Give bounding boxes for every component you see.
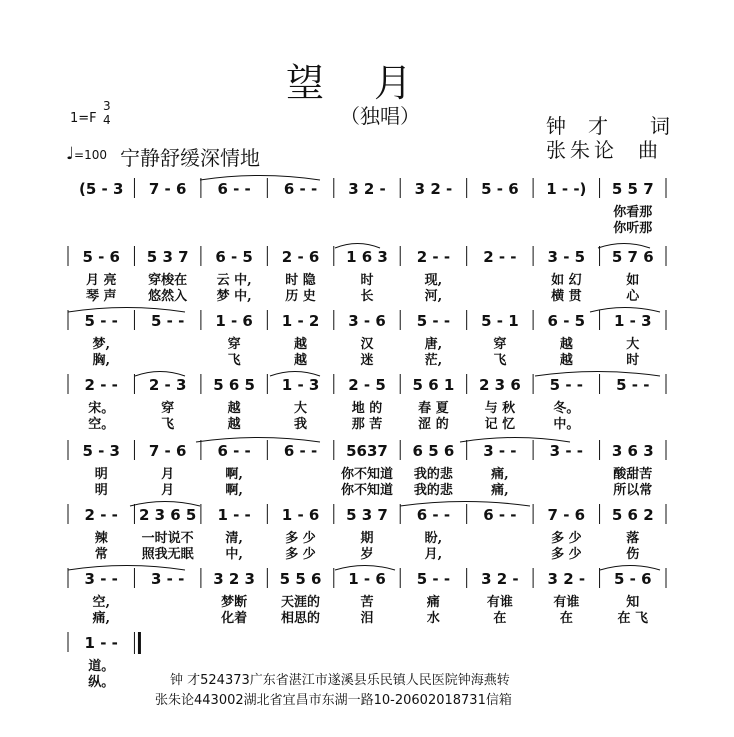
measure-notes: 5 5 7 xyxy=(611,180,654,198)
lyric-verse-1: 如 xyxy=(626,273,640,288)
lyric-verse-1: 越 xyxy=(559,337,573,352)
measure-notes: 6 - - xyxy=(283,442,318,460)
measure-notes: 2 - 6 xyxy=(281,248,320,266)
measure-notes: 7 - 6 xyxy=(148,442,187,460)
lyric-verse-1: 现, xyxy=(424,273,443,288)
measure-notes: 3 - - xyxy=(483,442,517,460)
measure-notes: 5637 xyxy=(346,442,388,460)
measure-notes: 5 - 6 xyxy=(481,180,519,198)
lyric-verse-2: 河, xyxy=(424,289,443,304)
meter-numerator: 3 xyxy=(103,99,111,113)
measure-notes: 3 - - xyxy=(84,570,118,588)
subtitle: （独唱） xyxy=(340,104,420,128)
lyric-verse-2: 所以常 xyxy=(613,483,653,498)
lyric-verse-1: 你不知道 xyxy=(340,467,394,482)
meter-denominator: 4 xyxy=(103,113,111,127)
lyric-verse-2: 多 少 xyxy=(285,547,316,562)
measure-notes: 2 - 5 xyxy=(348,376,386,394)
lyric-verse-1: 越 xyxy=(294,337,308,352)
measure-notes: 5 3 7 xyxy=(146,248,189,266)
lyric-verse-2: 纵。 xyxy=(88,675,115,690)
measure-notes: 2 - 3 xyxy=(148,376,187,394)
lyric-verse-2: 长 xyxy=(360,289,374,304)
lyric-verse-2: 飞 xyxy=(161,417,175,432)
measure-notes: 1 - 6 xyxy=(281,506,320,524)
quarter-note-icon: ♩ xyxy=(66,144,75,164)
lyric-verse-1: 梦断 xyxy=(221,595,248,610)
lyric-verse-1: 多 少 xyxy=(551,531,582,546)
measure-notes: 6 - - xyxy=(483,506,517,524)
composer-name: 张朱论 xyxy=(546,138,618,162)
lyric-verse-2: 痛, xyxy=(491,483,509,498)
lyric-verse-2: 在 xyxy=(493,611,507,626)
lyric-verse-2: 岁 xyxy=(360,547,374,562)
measure-notes: 5 - 6 xyxy=(614,570,652,588)
footer-address-1: 钟 才524373广东省湛江市遂溪县乐民镇人民医院钟海燕转 xyxy=(170,673,510,688)
lyric-verse-2: 化着 xyxy=(221,611,248,626)
lyric-verse-1: 汉 xyxy=(360,337,374,352)
lyric-verse-1: 明 xyxy=(94,467,108,482)
measure-notes: 1 - - xyxy=(84,634,118,652)
lyric-verse-2: 照我无眠 xyxy=(141,547,194,562)
lyric-verse-1: 大 xyxy=(294,401,308,416)
lyric-verse-2: 琴 声 xyxy=(85,289,117,304)
lyric-verse-1: 辣 xyxy=(94,531,108,546)
measure-notes: 5 - - xyxy=(549,376,584,394)
lyric-verse-2: 时 xyxy=(626,353,640,368)
lyric-verse-2: 明 xyxy=(94,483,108,498)
lyric-verse-2: 伤 xyxy=(626,547,640,562)
lyric-verse-2: 啊, xyxy=(225,483,243,498)
lyric-verse-1: 道。 xyxy=(88,659,115,674)
measure-notes: 6 - - xyxy=(217,442,251,460)
lyric-verse-1: 酸甜苦 xyxy=(613,467,653,482)
lyric-verse-1: 痛 xyxy=(426,595,440,610)
lyric-verse-1: 与 秋 xyxy=(484,401,516,416)
lyric-verse-1: 有谁 xyxy=(486,595,513,610)
lyric-verse-2: 心 xyxy=(626,289,640,304)
measure-notes: 3 2 - xyxy=(481,570,519,588)
lyric-verse-2: 中, xyxy=(225,547,243,562)
measure-notes: 6 - 5 xyxy=(547,312,586,330)
lyric-verse-1: 月 xyxy=(161,467,175,482)
lyric-verse-1: 穿 xyxy=(493,337,507,352)
lyric-verse-2: 我的悲 xyxy=(413,483,453,498)
measure-notes: 5 - - xyxy=(416,570,451,588)
lyric-verse-1: 我的悲 xyxy=(413,467,453,482)
measure-notes: 1 - - xyxy=(217,506,251,524)
measure-notes: 5 - - xyxy=(150,312,185,330)
lyric-verse-1: 云 中, xyxy=(216,273,252,288)
lyric-verse-1: 痛, xyxy=(491,467,509,482)
lyric-verse-1: 月 亮 xyxy=(85,273,117,288)
lyric-verse-2: 迷 xyxy=(360,353,374,368)
measure-notes: 3 2 3 xyxy=(213,570,255,588)
measure-notes: 1 - 3 xyxy=(281,376,320,394)
lyric-verse-1: 啊, xyxy=(225,467,243,482)
measure-notes: 6 5 6 xyxy=(412,442,455,460)
measure-notes: 2 - - xyxy=(84,506,118,524)
lyric-verse-2: 茫, xyxy=(424,353,443,368)
measure-notes: 5 3 7 xyxy=(346,506,388,524)
measure-notes: 3 - - xyxy=(150,570,185,588)
lyric-verse-2: 飞 xyxy=(227,353,241,368)
lyric-verse-2: 相思的 xyxy=(281,611,321,626)
measure-notes: 6 - - xyxy=(217,180,251,198)
lyric-verse-2: 记 忆 xyxy=(484,417,516,432)
lyric-verse-2: 梦 中, xyxy=(216,289,252,304)
measure-notes: 5 6 1 xyxy=(412,376,455,394)
lyric-verse-2: 胸, xyxy=(92,353,110,368)
measure-notes: 5 5 6 xyxy=(279,570,322,588)
measure-notes: 3 2 - xyxy=(348,180,386,198)
measure-notes: 1 - -) xyxy=(546,180,587,198)
lyric-verse-2: 多 少 xyxy=(551,547,582,562)
footer-address-2: 张朱论443002湖北省宜昌市东湖一路10-20602018731信箱 xyxy=(155,693,512,708)
lyric-verse-2: 那 苦 xyxy=(351,417,383,432)
measure-notes: 5 - - xyxy=(616,376,650,394)
lyric-verse-1: 大 xyxy=(626,337,640,352)
measure-notes: 5 - - xyxy=(84,312,118,330)
lyric-verse-2: 横 贯 xyxy=(551,289,582,304)
lyric-verse-1: 春 夏 xyxy=(418,401,449,416)
lyric-verse-1: 清, xyxy=(225,531,243,546)
expression-marking: 宁静舒缓深情地 xyxy=(120,146,260,170)
measure-notes: 1 - 2 xyxy=(281,312,320,330)
lyric-verse-2: 你听那 xyxy=(613,221,653,236)
lyric-verse-1: 有谁 xyxy=(553,595,580,610)
lyric-verse-2: 历 史 xyxy=(285,289,316,304)
lyric-verse-2: 越 xyxy=(227,417,241,432)
lyric-verse-1: 如 幻 xyxy=(551,273,582,288)
lyric-verse-1: 穿梭在 xyxy=(148,273,188,288)
lyric-verse-2: 越 xyxy=(294,353,308,368)
lyric-verse-1: 你看那 xyxy=(613,205,653,220)
measure-notes: 1 - 6 xyxy=(348,570,386,588)
measure-notes: 5 - 6 xyxy=(82,248,120,266)
lyric-verse-2: 涩 的 xyxy=(418,417,449,432)
measure-notes: 3 - 6 xyxy=(348,312,386,330)
lyric-verse-2: 水 xyxy=(426,611,440,626)
lyric-verse-1: 冬。 xyxy=(553,401,580,416)
composer-role: 曲 xyxy=(638,138,662,162)
tempo-value: =100 xyxy=(74,148,107,162)
measure-notes: 2 - - xyxy=(84,376,118,394)
measure-notes: 6 - - xyxy=(283,180,318,198)
lyric-verse-2: 空。 xyxy=(88,417,115,432)
measure-notes: 5 - 3 xyxy=(82,442,120,460)
lyricist-role: 词 xyxy=(650,114,692,138)
lyricist-name: 钟才 xyxy=(546,114,630,138)
lyric-verse-2: 泪 xyxy=(360,611,374,626)
lyric-verse-1: 一时说不 xyxy=(141,531,194,546)
lyric-verse-1: 期 xyxy=(360,531,374,546)
lyric-verse-2: 我 xyxy=(294,417,308,432)
measure-notes: 6 - 5 xyxy=(215,248,253,266)
lyric-verse-1: 宋。 xyxy=(88,401,115,416)
measure-notes: 7 - 6 xyxy=(148,180,187,198)
lyric-verse-1: 多 少 xyxy=(285,531,316,546)
measure-notes: 3 6 3 xyxy=(611,442,654,460)
measure-notes: 5 6 5 xyxy=(213,376,255,394)
measure-notes: 7 - 6 xyxy=(547,506,586,524)
lyric-verse-1: 穿 xyxy=(227,337,241,352)
lyric-verse-1: 苦 xyxy=(360,595,374,610)
lyric-verse-2: 在 xyxy=(559,611,573,626)
lyric-verse-2: 飞 xyxy=(493,353,507,368)
measure-notes: 5 - 1 xyxy=(481,312,519,330)
measure-notes: 2 3 6 xyxy=(479,376,521,394)
measure-notes: 1 - 3 xyxy=(614,312,652,330)
measure-notes: 2 - - xyxy=(416,248,451,266)
lyric-verse-1: 地 的 xyxy=(351,401,383,416)
lyric-verse-2: 越 xyxy=(559,353,573,368)
measure-notes: 2 3 6 5 xyxy=(138,506,197,524)
title: 望月 xyxy=(286,61,463,105)
measure-notes: 1 - 6 xyxy=(215,312,253,330)
lyric-verse-1: 穿 xyxy=(161,401,175,416)
lyric-verse-1: 空, xyxy=(92,595,110,610)
measure-notes: 1 6 3 xyxy=(346,248,388,266)
lyric-verse-1: 时 xyxy=(360,273,374,288)
measure-notes: 5 - - xyxy=(416,312,451,330)
measure-notes: (5 - 3 xyxy=(79,180,124,198)
lyric-verse-1: 落 xyxy=(626,531,640,546)
lyric-verse-1: 天涯的 xyxy=(281,595,321,610)
measure-notes: 3 2 - xyxy=(414,180,453,198)
lyric-verse-2: 在 飞 xyxy=(617,611,649,626)
lyric-verse-2: 常 xyxy=(94,547,108,562)
lyric-verse-1: 知 xyxy=(626,595,640,610)
lyric-verse-2: 痛, xyxy=(92,611,110,626)
measure-notes: 2 - - xyxy=(483,248,517,266)
lyric-verse-1: 时 隐 xyxy=(285,273,316,288)
lyric-verse-2: 月, xyxy=(424,547,443,562)
lyric-verse-2: 悠然入 xyxy=(148,289,188,304)
lyric-verse-2: 你不知道 xyxy=(340,483,394,498)
lyric-verse-1: 越 xyxy=(227,401,241,416)
lyric-verse-1: 梦, xyxy=(92,337,110,352)
measure-notes: 3 2 - xyxy=(547,570,586,588)
lyric-verse-1: 盼, xyxy=(424,531,443,546)
key-signature: 1=F xyxy=(70,111,97,126)
lyric-verse-2: 月 xyxy=(161,483,175,498)
measure-notes: 3 - 5 xyxy=(547,248,586,266)
lyric-verse-1: 唐, xyxy=(424,337,443,352)
measure-notes: 6 - - xyxy=(416,506,451,524)
lyric-verse-2: 中。 xyxy=(553,417,580,432)
measure-notes: 5 7 6 xyxy=(611,248,654,266)
measure-notes: 5 6 2 xyxy=(611,506,654,524)
measure-notes: 3 - - xyxy=(549,442,584,460)
